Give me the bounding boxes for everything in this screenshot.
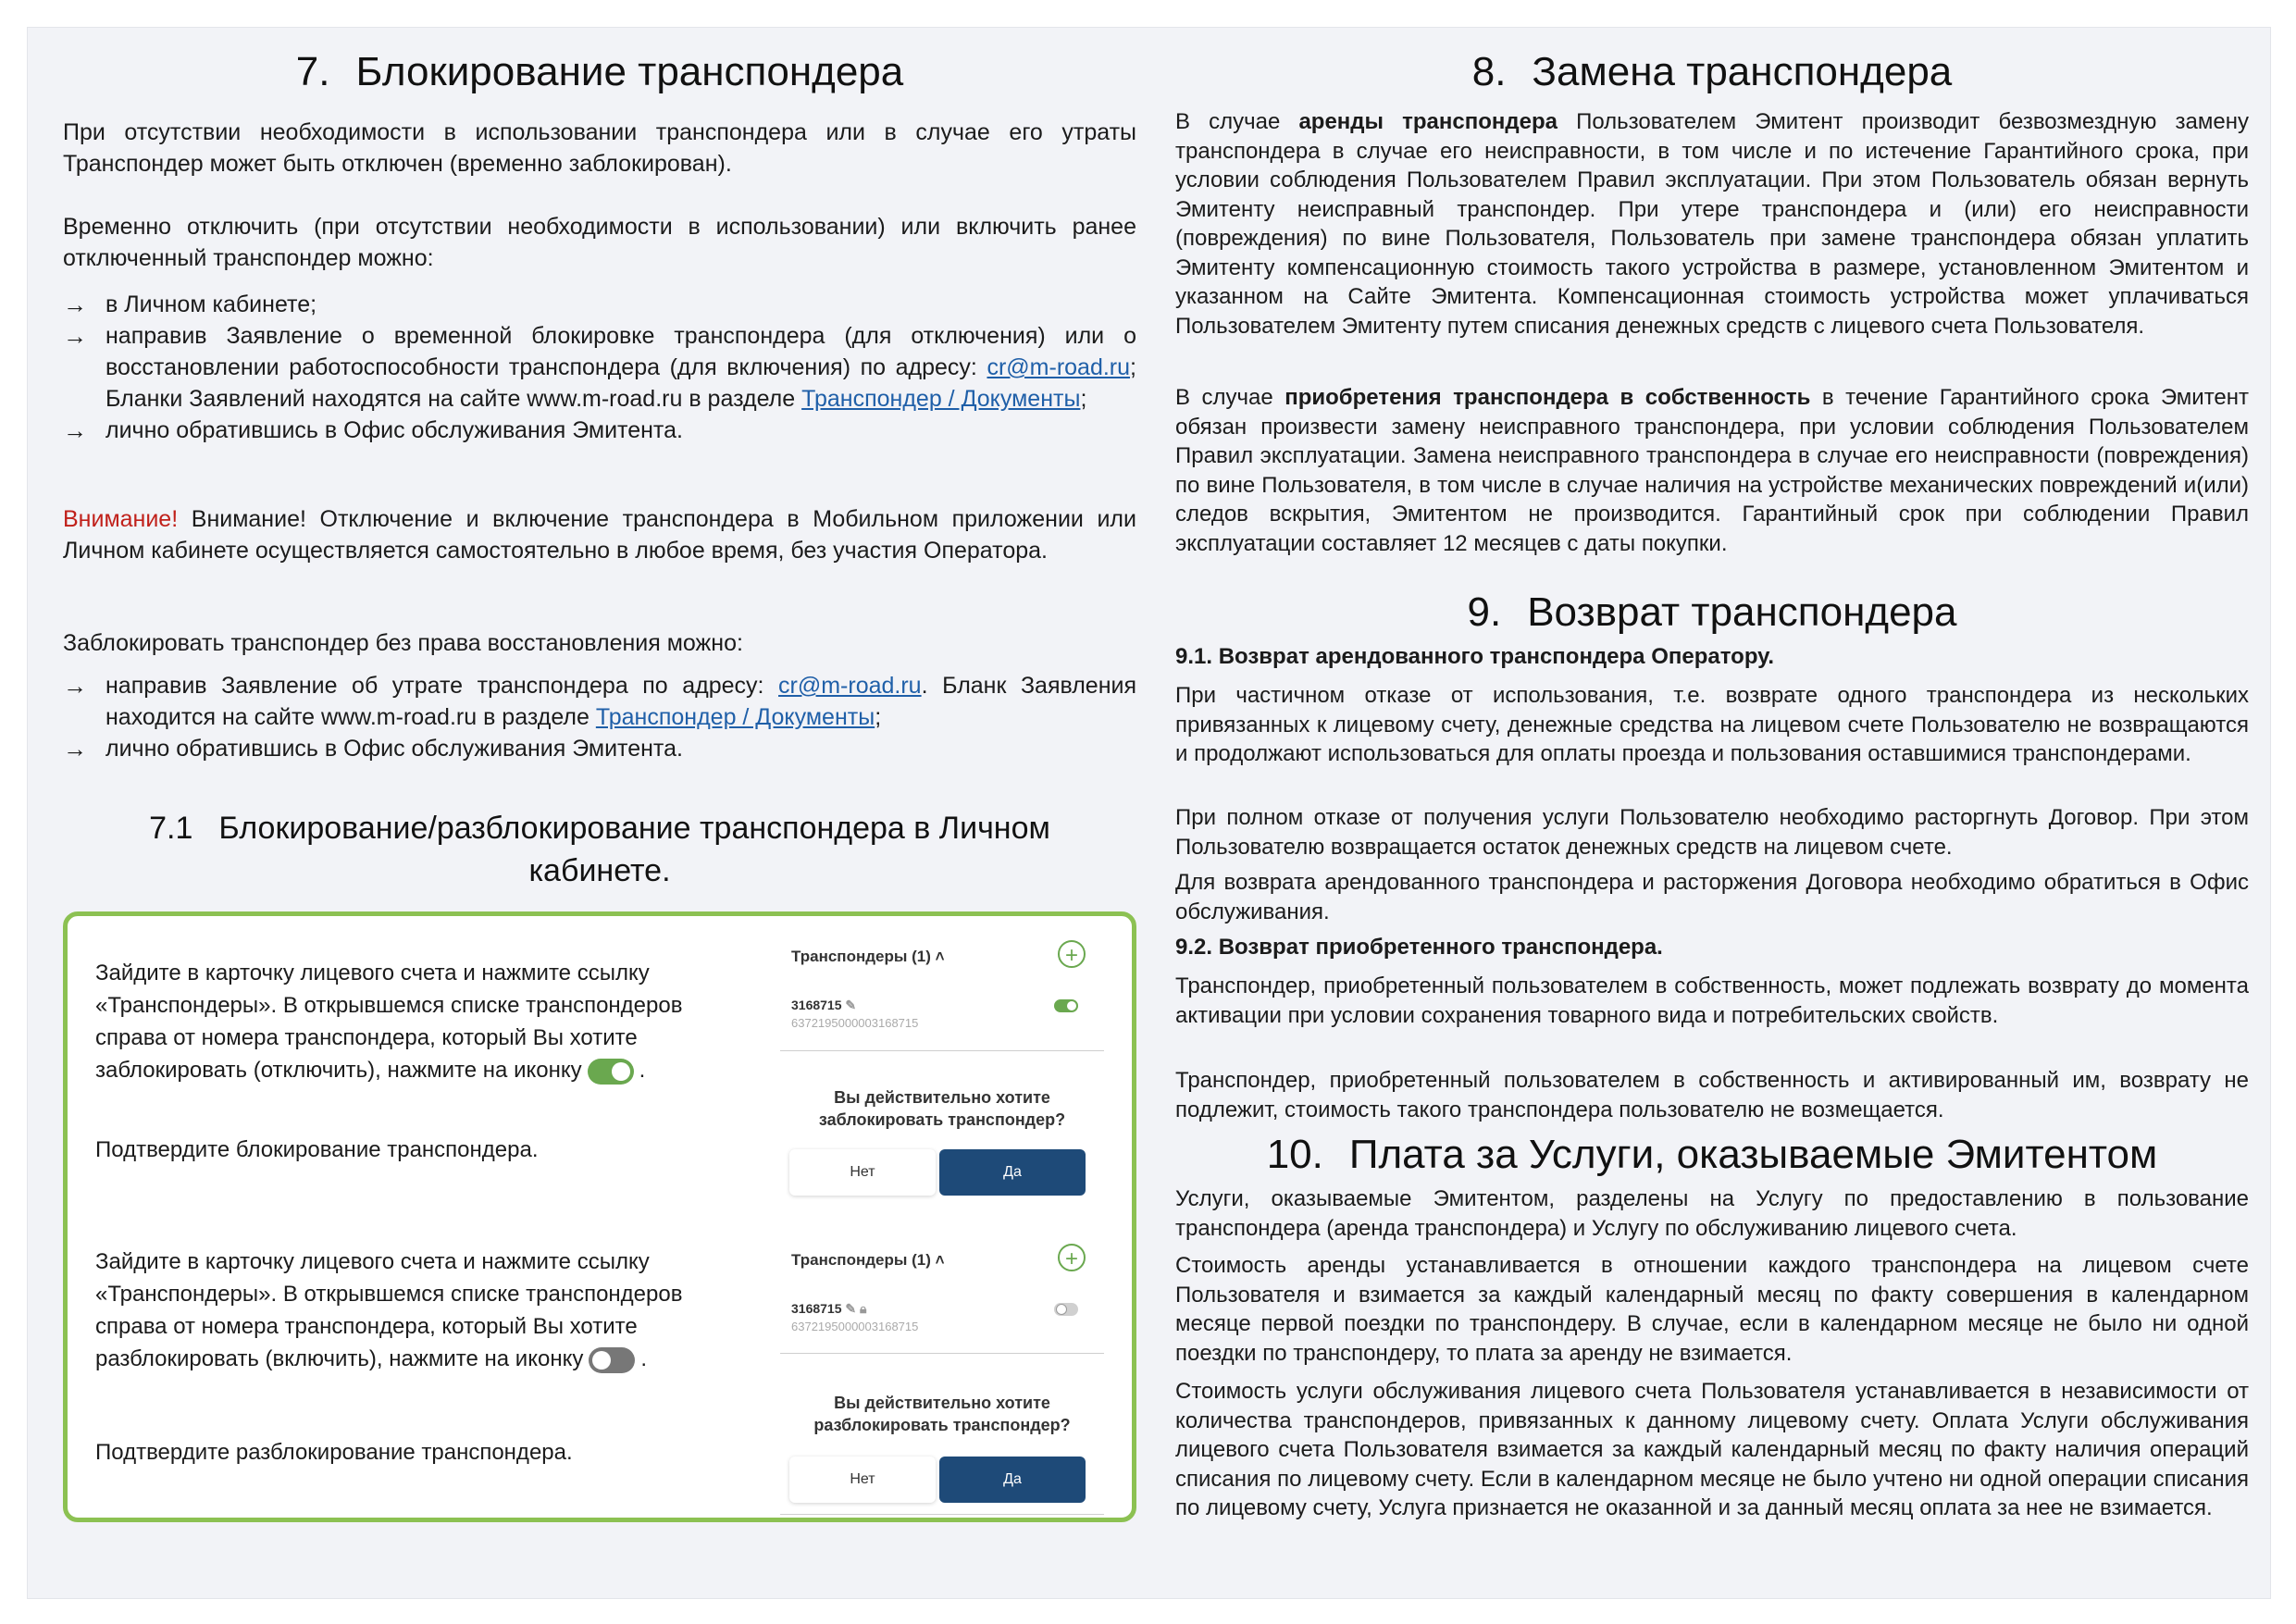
s8-paragraph-2: В случае приобретения транспондера в собственность в течение Гарантийного срока Эмитент обязан произвести замену неисправного транспондера, при условии соблюдения Пользователем Правил эксплуатации. Замена неисправного транспондера в случае его неисправности (повреждения) по вине Пользователя, в том числе в случае наличия на устройстве механических повреждений и(или) следов вскрытия, Эмитентом не производится. Гарантийный срок при соблюдении Правил эксплуатации составляет 12 месяцев с даты покупки.	[1175, 385, 2250, 556]
s9-subheading-2: 9.2. Возврат приобретенного транспондера.	[1175, 935, 1663, 960]
block-confirm-text: Подтвердите блокирование транспондера.	[95, 1137, 539, 1162]
s7-warning: Внимание! Внимание! Отключение и включение транспондера в Мобильном приложении или Личном кабинете осуществляется самостоятельно в любое время, без участия Оператора.	[63, 506, 1136, 564]
divider	[780, 1514, 1104, 1515]
toggle-on-icon	[588, 1059, 634, 1085]
arrow-icon: →	[63, 291, 87, 318]
list-item: → лично обратившись в Офис обслуживания Эмитента.	[63, 416, 683, 444]
list-item: → направив Заявление об утрате транспондера по адресу: cr@m-road.ru. Бланк Заявления находится на сайте www.m-road.ru в разделе Транспондер / Документы;	[63, 672, 1137, 730]
s7-list-2	[63, 670, 1136, 764]
chevron-up-icon: ˄	[935, 1251, 945, 1269]
transponder-pan: 63721950000031687​15	[791, 1016, 919, 1030]
document-page	[27, 27, 2271, 1599]
transponder-toggle[interactable]	[1054, 1303, 1078, 1316]
confirm-question: Вы действительно хотите заблокировать транспондер?	[818, 1088, 1066, 1129]
pencil-icon[interactable]: ✎	[845, 998, 857, 1012]
arrow-icon: →	[63, 416, 87, 444]
divider	[780, 1353, 1104, 1354]
section-9-heading: 9. Возврат транспондера	[1467, 589, 1957, 635]
warning-label: Внимание!	[63, 506, 179, 532]
add-icon[interactable]: +	[1058, 940, 1086, 968]
section-7-heading: 7. Блокирование транспондера	[295, 49, 904, 94]
list-item: → в Личном кабинете;	[63, 291, 317, 318]
add-icon[interactable]: +	[1058, 1244, 1086, 1271]
yes-button[interactable]: Да	[939, 1457, 1086, 1503]
s9-paragraph-4: Транспондер, приобретенный пользователем в собственность, может подлежать возврату до момента активации при условии сохранения товарного вида и потребительских свойств.	[1175, 973, 2249, 1028]
transponder-toggle[interactable]	[1054, 999, 1078, 1012]
block-instruction-text: Зайдите в карточку лицевого счета и нажмите ссылку «Транспондеры». В открывшемся списке транспондеров справа от номера транспондера, который Вы хотите заблокировать (отключить), нажмите на иконку .	[95, 961, 683, 1083]
transponder-number: 3168715 ✎	[791, 998, 857, 1012]
lock-icon: 🔒︎	[860, 1301, 867, 1316]
list-item: → лично обратившись в Офис обслуживания Эмитента.	[63, 735, 683, 762]
documents-link[interactable]: Транспондер / Документы	[801, 386, 1081, 412]
section-10-heading: 10. Плата за Услуги, оказываемые Эмитентом	[1266, 1132, 2158, 1177]
unblock-confirm-text: Подтвердите разблокирование транспондера.	[95, 1440, 573, 1465]
block-app-mockup	[780, 935, 1104, 1212]
transponder-number: 3168715 ✎ 🔒︎	[791, 1301, 867, 1316]
unblock-instruction-text: Зайдите в карточку лицевого счета и нажмите ссылку «Транспондеры». В открывшемся списке транспондеров справа от номера транспондера, который Вы хотите разблокировать (включить), нажмите на иконку .	[95, 1249, 683, 1371]
s10-paragraph-1: Услуги, оказываемые Эмитентом, разделены на Услугу по предоставлению в пользование транспондера (аренда транспондера) и Услугу по обслуживанию лицевого счета.	[1175, 1186, 2249, 1241]
s10-paragraph-2: Стоимость аренды устанавливается в отношении каждого транспондера на лицевом счете Пользователя и взимается за каждый календарный месяц по факту совершения в календарном месяце первой поездки по транспондеру. В случае, если в календарном месяце не было ни одной поездки по транспондеру, то плата за аренду не взимается.	[1175, 1253, 2249, 1366]
section-8-heading: 8. Замена транспондера	[1471, 49, 1953, 94]
yes-button[interactable]: Да	[939, 1149, 1086, 1196]
transponders-header[interactable]: Транспондеры (1) ˄	[791, 948, 945, 965]
s8-paragraph-1: В случае аренды транспондера Пользователем Эмитент производит безвозмездную замену транспондера в случае его неисправности, в том числе и по истечение Гарантийного срока, при условии соблюдения Пользователем Правил эксплуатации. При этом Пользователь обязан вернуть Эмитенту неисправный транспондер. При утере транспондера и (или) его неисправности (повреждения) по вине Пользователя, Пользователь при замене транспондера обязан уплатить Эмитенту компенсационную стоимость такого устройства в размере, установленном Эмитентом и указанном на Сайте Эмитента. Компенсационная стоимость устройства может уплачиваться Пользователем Эмитенту путем списания денежных средств с лицевого счета Пользователя.	[1175, 109, 2249, 339]
s9-paragraph-5: Транспондер, приобретенный пользователем в собственность и активированный им, возврату не подлежит, стоимость такого транспондера пользователю не возмещается.	[1175, 1068, 2249, 1122]
s9-subheading-1: 9.1. Возврат арендованного транспондера Оператору.	[1175, 644, 1775, 669]
instruction-box	[63, 911, 1136, 1522]
toggle-off-icon	[589, 1347, 635, 1373]
s7-paragraph-2: Временно отключить (при отсутствии необходимости в использовании) или включить ранее отключенный транспондер можно:	[63, 214, 1136, 271]
divider	[780, 1050, 1104, 1051]
no-button[interactable]: Нет	[789, 1457, 936, 1503]
section-7-1-heading: 7.1 Блокирование/разблокирование транспондера в Личном кабинете.	[149, 811, 1050, 888]
s7-paragraph-1: При отсутствии необходимости в использовании транспондера или в случае его утраты Транспондер может быть отключен (временно заблокирован).	[63, 119, 1136, 177]
s7-paragraph-3: Заблокировать транспондер без права восстановления можно:	[63, 630, 743, 656]
no-button[interactable]: Нет	[789, 1149, 936, 1196]
s9-paragraph-1: При частичном отказе от использования, т.е. возврате одного транспондера из нескольких привязанных к лицевому счету, денежные средства на лицевом счете Пользователю не возвращаются и продолжают использоваться для оплаты проезда и пользования оставшимися транспондерами.	[1175, 683, 2249, 766]
s9-paragraph-3: Для возврата арендованного транспондера и расторжения Договора необходимо обратиться в Офис обслуживания.	[1175, 870, 2249, 924]
email-link[interactable]: cr@m-road.ru	[778, 673, 922, 699]
transponders-header[interactable]: Транспондеры (1) ˄	[791, 1251, 945, 1269]
chevron-up-icon: ˄	[935, 948, 945, 965]
arrow-icon: →	[63, 672, 87, 700]
confirm-question: Вы действительно хотите разблокировать транспондер?	[813, 1394, 1071, 1434]
email-link[interactable]: cr@m-road.ru	[987, 354, 1131, 380]
list-item: → направив Заявление о временной блокировке транспондера (для отключения) или о восстановлении работоспособности транспондера (для включения) по адресу: cr@m-road.ru; Бланки Заявлений находятся на сайте www.m-road.ru в разделе Транспондер / Документы;	[63, 322, 1136, 412]
unblock-app-mockup	[780, 1238, 1104, 1516]
s7-list-1	[63, 289, 1136, 446]
transponder-pan: 63721950000031687​15	[791, 1320, 919, 1333]
documents-link[interactable]: Транспондер / Документы	[595, 704, 875, 730]
s9-paragraph-2: При полном отказе от получения услуги Пользователю необходимо расторгнуть Договор. При этом Пользователю возвращается остаток денежных средств на лицевом счете.	[1175, 805, 2249, 860]
pencil-icon[interactable]: ✎	[845, 1301, 857, 1316]
arrow-icon: →	[63, 735, 87, 762]
s10-paragraph-3: Стоимость услуги обслуживания лицевого счета Пользователя устанавливается в независимости от количества транспондеров, привязанных к данному лицевому счету. Оплата Услуги обслуживания лицевого счета Пользователя взимается за каждый календарный месяц по факту наличия операций списания по лицевому счету. Если в календарном месяце не было учтено ни одной операции списания по лицевому счету, Услуга признается не оказанной и за данный месяц оплата за нее не взимается.	[1175, 1379, 2249, 1520]
arrow-icon: →	[63, 322, 87, 350]
